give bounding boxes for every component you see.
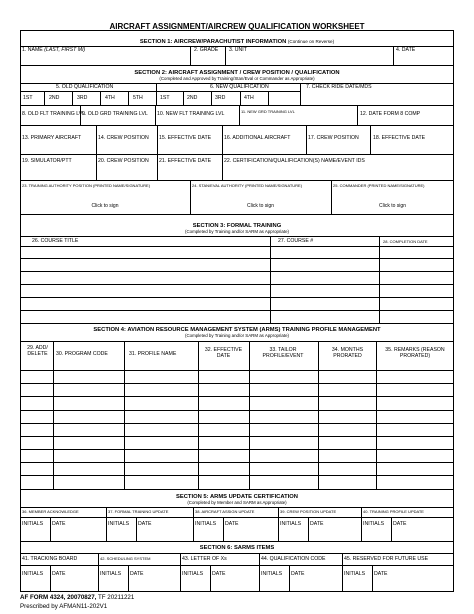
s5-initials-3[interactable]: INITIALS	[195, 521, 217, 527]
s6-initials-5[interactable]: INITIALS	[344, 571, 366, 577]
section4-heading: SECTION 4: AVIATION RESOURCE MANAGEMENT SYSTEM (ARMS) TRAINING PROFILE MANAGEMENT	[93, 327, 381, 333]
qualification-code-header: 44. QUALIFICATION CODE	[261, 556, 326, 562]
section3-subheading: (Completed by Training and/or SARM as Appropriate)	[185, 229, 289, 234]
new-flt-training-label: 10. NEW FLT TRAINING LVL	[157, 111, 225, 117]
old-qual-level-1[interactable]: 1ST	[23, 95, 33, 101]
form-title: AIRCRAFT ASSIGNMENT/AIRCREW QUALIFICATION WORKSHEET	[109, 22, 365, 31]
s6-initials-3[interactable]: INITIALS	[182, 571, 204, 577]
new-qualification-label: 6. NEW QUALIFICATION	[210, 84, 269, 90]
add-delete-header: 29. ADD/ DELETE	[27, 345, 48, 357]
s6-date-3[interactable]: DATE	[212, 571, 226, 577]
stan-eval-authority-label: 24. STAN/EVAL AUTHORITY (PRINTED NAME/SIGNATURE)	[192, 183, 303, 188]
date-label: 4. DATE	[396, 47, 416, 53]
s5-date-2[interactable]: DATE	[138, 521, 152, 527]
crew-position-17-label: 17. CREW POSITION	[308, 135, 359, 141]
formal-training-update-header: 37. FORMAL TRAINING UPDATE	[108, 509, 169, 514]
crew-position-update-header: 39. CREW POSITION UPDATE	[280, 509, 337, 514]
grade-label: 2. GRADE	[194, 47, 219, 53]
stan-eval-sign[interactable]: Click to sign	[247, 203, 274, 209]
letter-of-xs-header: 43. LETTER OF Xs	[182, 556, 227, 562]
old-qual-level-3[interactable]: 3RD	[77, 95, 88, 101]
primary-aircraft-label: 13. PRIMARY AIRCRAFT	[22, 135, 82, 141]
section6-heading: SECTION 6: SARMS ITEMS	[199, 545, 275, 551]
remarks-header: 35. REMARKS (REASON PRORATED)	[385, 347, 445, 359]
tracking-board-header: 41. TRACKING BOARD	[22, 556, 78, 562]
crew-position-20-label: 20. CREW POSITION	[98, 158, 149, 164]
commander-sign[interactable]: Click to sign	[379, 203, 406, 209]
s6-initials-1[interactable]: INITIALS	[22, 571, 44, 577]
tailor-profile-header: 33. TAILOR PROFILE/EVENT	[262, 347, 304, 359]
crew-position-14-label: 14. CREW POSITION	[98, 135, 149, 141]
s5-initials-4[interactable]: INITIALS	[280, 521, 302, 527]
s5-date-5[interactable]: DATE	[393, 521, 407, 527]
s5-date-3[interactable]: DATE	[225, 521, 239, 527]
form-number: AF FORM 4324, 20070827, TF 20211221	[20, 594, 135, 601]
section3-heading: SECTION 3: FORMAL TRAINING	[192, 223, 282, 229]
new-qual-level-2[interactable]: 2ND	[187, 95, 198, 101]
training-authority-sign[interactable]: Click to sign	[91, 203, 119, 209]
effective-date-15-label: 15. EFFECTIVE DATE	[159, 135, 212, 141]
certification-label: 22. CERTIFICATION/QUALIFICATION(S) NAME/EVENT IDS	[224, 158, 365, 164]
old-flt-training-label: 8. OLD FLT TRAINING LVL	[22, 111, 86, 117]
s5-date-4[interactable]: DATE	[310, 521, 324, 527]
training-authority-label: 23. TRAINING AUTHORITY POSITION (PRINTED NAME/SIGNATURE)	[22, 183, 151, 188]
prescribed-by: Prescribed by AFMAN11-202V1	[20, 603, 108, 610]
s5-initials-1[interactable]: INITIALS	[22, 521, 44, 527]
form8-date-label: 12. DATE FORM 8 COMP	[360, 111, 421, 117]
old-qualification-label: 5. OLD QUALIFICATION	[56, 84, 114, 90]
new-qual-level-3[interactable]: 3RD	[215, 95, 226, 101]
s5-initials-5[interactable]: INITIALS	[363, 521, 385, 527]
effective-date-18-label: 18. EFFECTIVE DATE	[373, 135, 426, 141]
s6-date-2[interactable]: DATE	[130, 571, 144, 577]
new-grd-training-label: 11. NEW GRD TRAINING LVL	[241, 109, 295, 114]
s5-date-1[interactable]: DATE	[52, 521, 66, 527]
effective-date-header: 32. EFFECTIVE DATE	[204, 347, 243, 359]
program-code-header: 30. PROGRAM CODE	[56, 351, 108, 357]
old-qual-level-2[interactable]: 2ND	[49, 95, 60, 101]
s5-initials-2[interactable]: INITIALS	[108, 521, 130, 527]
section5-heading: SECTION 5: ARMS UPDATE CERTIFICATION	[176, 494, 298, 500]
s6-date-4[interactable]: DATE	[291, 571, 305, 577]
old-grd-training-label: 9. OLD GRD TRAINING LVL	[82, 111, 148, 117]
commander-label: 25. COMMANDER (PRINTED NAME/SIGNATURE)	[333, 183, 425, 188]
new-qual-level-4[interactable]: 4TH	[244, 95, 254, 101]
new-qual-level-1[interactable]: 1ST	[160, 95, 170, 101]
profile-name-header: 31. PROFILE NAME	[129, 351, 177, 357]
s6-date-5[interactable]: DATE	[374, 571, 388, 577]
section5-subheading: (Completed by Member and SARM as Appropriate)	[187, 500, 287, 505]
course-title-header: 26. COURSE TITLE	[32, 238, 79, 244]
section1-heading: SECTION 1: AIRCREW/PARACHUTIST INFORMATION (Continue on Reverse)	[139, 39, 335, 45]
section4-subheading: (Completed by Training and/or SARM as Appropriate)	[185, 333, 289, 338]
additional-aircraft-label: 16. ADDITIONAL AIRCRAFT	[224, 135, 291, 141]
unit-label: 3. UNIT	[229, 47, 247, 53]
member-acknowledge-header: 36. MEMBER ACKNOWLEDGE	[22, 509, 79, 514]
completion-date-header: 28. COMPLETION DATE	[383, 239, 428, 244]
s6-date-1[interactable]: DATE	[52, 571, 66, 577]
effective-date-21-label: 21. EFFECTIVE DATE	[159, 158, 212, 164]
name-label: 1. NAME (LAST, FIRST MI)	[22, 47, 86, 53]
check-ride-label: 7. CHECK RIDE DATE/MDS	[306, 84, 372, 90]
training-profile-update-header: 40. TRAINING PROFILE UPDATE	[363, 509, 424, 514]
reserved-header: 45. RESERVED FOR FUTURE USE	[344, 556, 429, 562]
s6-initials-4[interactable]: INITIALS	[261, 571, 283, 577]
section2-heading: SECTION 2: AIRCRAFT ASSIGNMENT / CREW POSITION / QUALIFICATION	[134, 70, 340, 76]
old-qual-level-4[interactable]: 4TH	[105, 95, 115, 101]
simulator-label: 19. SIMULATOR/PTT	[22, 158, 72, 164]
course-number-header: 27. COURSE #	[278, 238, 314, 244]
scheduling-system-header: 42. SCHEDULING SYSTEM	[100, 556, 151, 561]
section2-subheading: (Completed and Approved by Training/Stan/Eval or Commander as Appropriate)	[159, 76, 315, 81]
s6-initials-2[interactable]: INITIALS	[100, 571, 122, 577]
aircraft-assign-update-header: 38. AIRCRAFT ASSIGN UPDATE	[195, 509, 255, 514]
months-prorated-header: 34. MONTHS PRORATED	[331, 347, 364, 359]
old-qual-level-5[interactable]: 5TH	[133, 95, 143, 101]
